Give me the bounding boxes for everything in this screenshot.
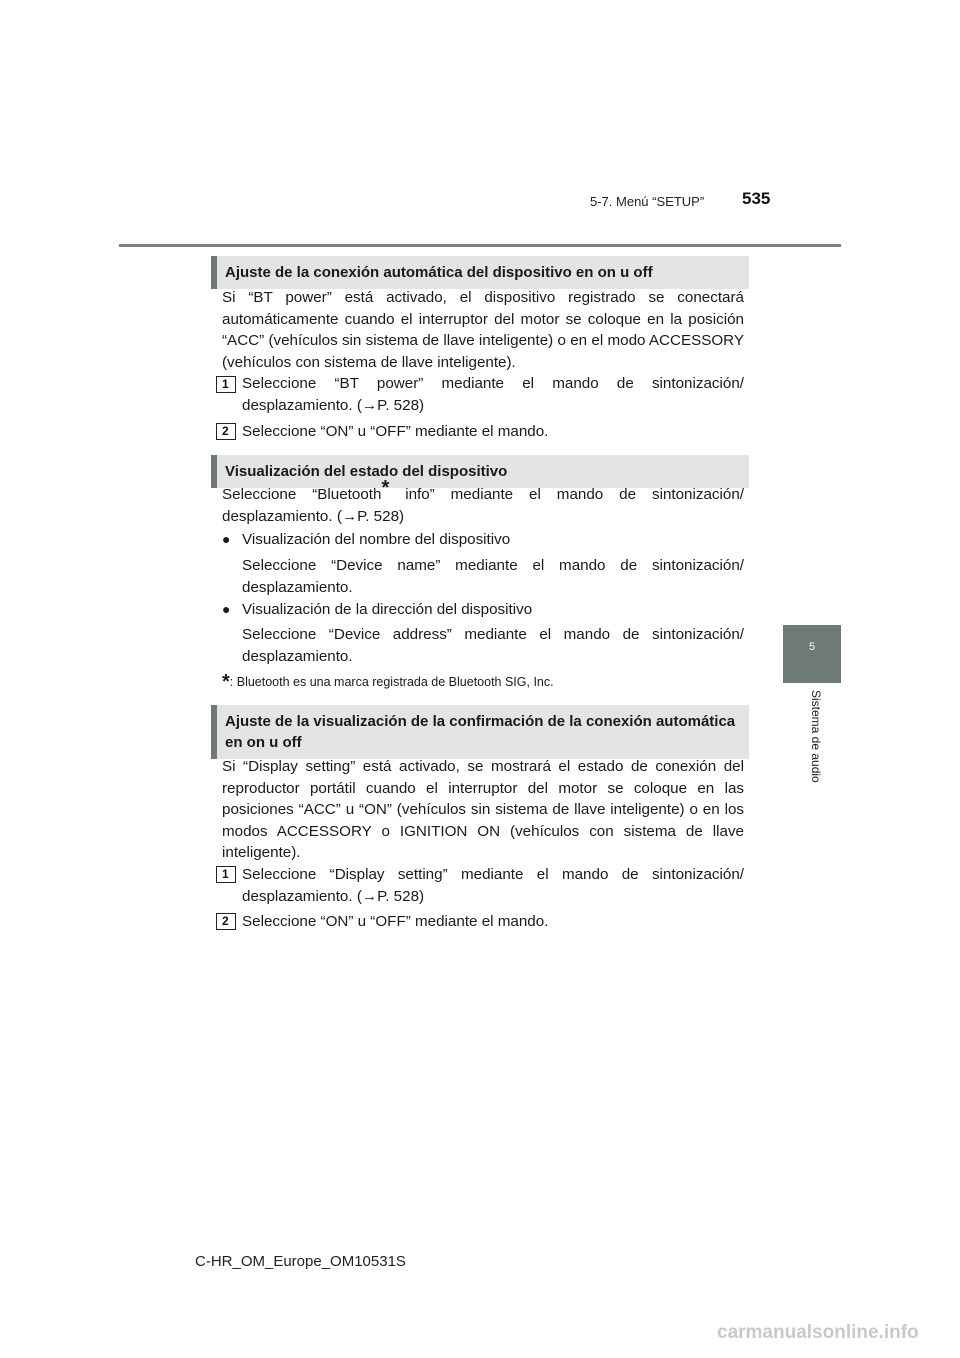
footnote bbox=[222, 673, 744, 691]
step-number-badge: 2 bbox=[216, 913, 236, 930]
section-heading-auto-connect: Ajuste de la conexión automática del dispositivo en on u off bbox=[211, 256, 749, 289]
section-heading-device-status: Visualización del estado del dispositivo bbox=[211, 455, 749, 488]
section-intro-device-status bbox=[222, 477, 744, 527]
bullet-item bbox=[222, 599, 744, 621]
section-intro-auto-connect: Si “BT power” está activado, el dispositivo registrado se conectará automáticamente cuando el interruptor del motor se coloque en la posición “ACC” (vehículos sin sistema de llave inteligente) o en el modo ACCESSORY (vehículos con sistema de llave inteligente). bbox=[222, 289, 744, 371]
step-number-badge: 2 bbox=[216, 423, 236, 440]
footnote-star: * bbox=[222, 671, 230, 693]
header-rule bbox=[119, 244, 841, 247]
section-heading-display-setting: Ajuste de la visualización de la confirmación de la conexión automática en on u off bbox=[211, 705, 749, 759]
intro-text-after: info” mediante el mando de sintonización/ desplazamiento. (→P. 528) bbox=[222, 486, 744, 525]
chapter-tab: 5 bbox=[783, 625, 841, 683]
section-intro-display-setting: Si “Display setting” está activado, se mostrará el estado de conexión del reproductor portátil cuando el interruptor del motor se coloque en las posiciones “ACC” u “ON” (vehículos sin sistema de llave inteligente) o en los modos ACCESSORY o IGNITION ON (vehículos con sistema de llave inteligente). bbox=[222, 758, 744, 861]
step-number-badge: 1 bbox=[216, 866, 236, 883]
step-text: Seleccione “ON” u “OFF” mediante el mando. bbox=[242, 423, 549, 440]
chapter-tab-label: Sistema de audio bbox=[809, 690, 823, 783]
bullet-item bbox=[222, 529, 744, 551]
footnote-star-marker: * bbox=[381, 477, 390, 499]
bullet-title: Visualización de la dirección del dispositivo bbox=[242, 601, 533, 618]
step-text: Seleccione “Display setting” mediante el mando de sintonización/ desplazamiento. (→P. 528) bbox=[242, 866, 744, 905]
step-text: Seleccione “ON” u “OFF” mediante el mando. bbox=[242, 913, 549, 930]
bullet-icon: ● bbox=[222, 531, 231, 547]
header-section-title: 5-7. Menú “SETUP” bbox=[590, 194, 705, 209]
footnote-text: : Bluetooth es una marca registrada de Bluetooth SIG, Inc. bbox=[229, 675, 554, 689]
step-number-badge: 1 bbox=[216, 376, 236, 393]
document-code: C-HR_OM_Europe_OM10531S bbox=[195, 1253, 406, 1270]
bullet-title: Visualización del nombre del dispositivo bbox=[242, 531, 511, 548]
watermark: carmanualsonline.info bbox=[717, 1322, 919, 1343]
intro-text-before: Seleccione “Bluetooth bbox=[222, 486, 382, 503]
bullet-icon: ● bbox=[222, 601, 231, 617]
step-text: Seleccione “BT power” mediante el mando de sintonización/ desplazamiento. (→P. 528) bbox=[242, 375, 744, 414]
bullet-detail: Seleccione “Device address” mediante el mando de sintonización/ desplazamiento. bbox=[242, 626, 744, 665]
page-number: 535 bbox=[742, 189, 771, 208]
bullet-detail: Seleccione “Device name” mediante el mando de sintonización/ desplazamiento. bbox=[242, 557, 744, 596]
